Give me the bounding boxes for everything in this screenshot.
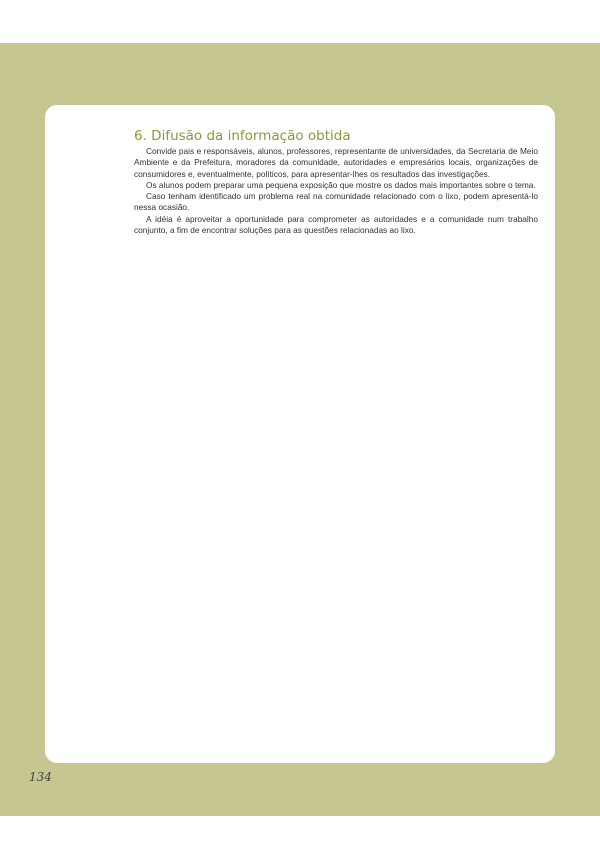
section-title: 6. Difusão da informação obtida <box>134 128 351 144</box>
paragraph-idea: A idéia é aproveitar a oportunidade para comprometer as autoridades e a comunidade num trabalho conjunto, a fim de encontrar soluções para as questões relacionadas ao lixo. <box>134 213 538 236</box>
page-number: 134 <box>29 770 52 784</box>
paragraph-exhibition: Os alunos podem preparar uma pequena exposição que mostre os dados mais importantes sobre o tema. <box>146 179 536 190</box>
section-content <box>134 128 538 236</box>
paragraph-invite: Convide pais e responsáveis, alunos, professores, representante de universidades, da Secretaria de Meio Ambiente e da Prefeitura, moradores da comunidade, autoridades e empresários locais, organizações de consumidores e, eventualmente, políticos, para apresentar-lhes os resultados das investigações. <box>134 146 538 179</box>
paragraph-problem: Caso tenham identificado um problema real na comunidade relacionado com o lixo, podem apresentá-lo nessa ocasião. <box>134 191 538 213</box>
